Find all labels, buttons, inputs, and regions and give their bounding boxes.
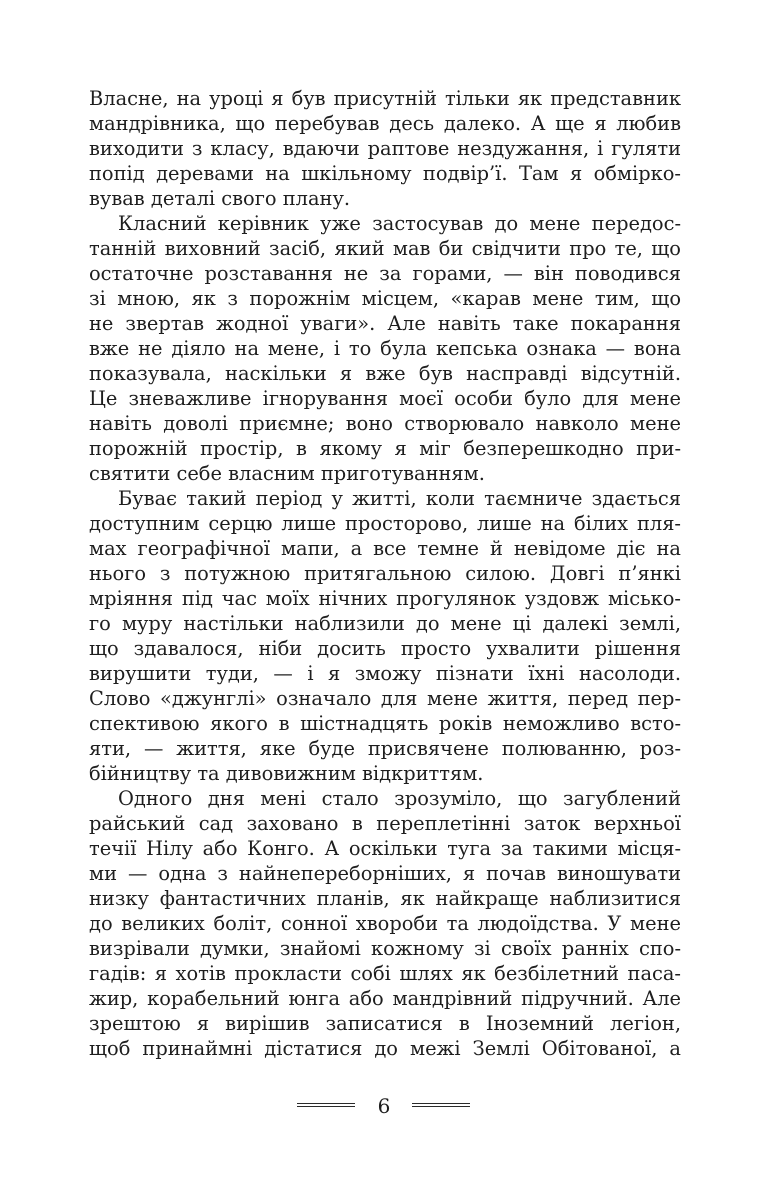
- text-line: танній виховний засіб, який мав би свідчити про те, що: [89, 237, 681, 260]
- text-line: виходити з класу, вдаючи раптове нездужання, і гуляти: [89, 137, 681, 160]
- text-line: мріяння під час моїх нічних прогулянок уздовж місько-: [89, 587, 681, 610]
- page-footer: [0, 1093, 768, 1121]
- body-text: [89, 86, 681, 1061]
- page-number: 6: [377, 1094, 391, 1118]
- text-line: святити себе власним приготуванням.: [89, 462, 485, 485]
- text-line: вирушити туди, — і я зможу пізнати їхні насолоди.: [89, 662, 681, 685]
- text-line: щоб принаймні дістатися до межі Землі Обітованої, а: [89, 1037, 681, 1060]
- text-line: показувала, наскільки я вже був насправді відсутній.: [89, 362, 681, 385]
- text-line: Це зневажливе ігнорування моєї особи було для мене: [89, 387, 681, 410]
- text-line: остаточне розставання не за горами, — він поводився: [89, 262, 681, 285]
- text-line: що здавалося, ніби досить просто ухвалити рішення: [89, 637, 681, 660]
- text-line: жир, корабельний юнга або мандрівний підручний. Але: [89, 987, 681, 1010]
- text-line: вже не діяло на мене, і то була кепська ознака — вона: [89, 337, 681, 360]
- paragraph-1: [89, 86, 681, 211]
- text-line: бійництву та дивовижним відкриттям.: [89, 762, 484, 785]
- paragraph-4: [89, 786, 681, 1061]
- text-line: Класний керівник уже застосував до мене передос-: [118, 212, 681, 235]
- footer-rule-right: [412, 1103, 470, 1107]
- text-line: попід деревами на шкільному подвір’ї. Там я обмірко-: [89, 162, 681, 185]
- text-line: го муру настільки наблизили до мене ці далекі землі,: [89, 612, 681, 635]
- text-line: гадів: я хотів прокласти собі шлях як безбілетний паса-: [89, 962, 681, 985]
- text-line: Одного дня мені стало зрозуміло, що загублений: [118, 787, 681, 810]
- text-line: навіть доволі приємне; воно створювало навколо мене: [89, 412, 681, 435]
- text-line: порожній простір, в якому я міг безперешкодно при-: [89, 437, 681, 460]
- text-line: визрівали думки, знайомі кожному зі своїх ранніх спо-: [89, 937, 681, 960]
- paragraph-3: [89, 486, 681, 786]
- text-line: мандрівника, що перебував десь далеко. А ще я любив: [89, 112, 681, 135]
- text-line: зрештою я вирішив записатися в Іноземний легіон,: [89, 1012, 681, 1035]
- text-line: не звертав жодної уваги». Але навіть таке покарання: [89, 312, 681, 335]
- footer-rule-left: [297, 1103, 355, 1107]
- text-line: яти, — життя, яке буде присвячене полюванню, роз-: [89, 737, 681, 760]
- text-line: Власне, на уроці я був присутній тільки як представник: [89, 87, 681, 110]
- text-line: райський сад заховано в переплетінні заток верхньої: [89, 812, 681, 835]
- text-line: мах географічної мапи, а все темне й невідоме діє на: [89, 537, 681, 560]
- text-line: низку фантастичних планів, як найкраще наблизитися: [89, 887, 681, 910]
- text-line: зі мною, як з порожнім місцем, «карав мене тим, що: [89, 287, 681, 310]
- text-line: вував деталі свого плану.: [89, 187, 351, 210]
- text-line: Слово «джунглі» означало для мене життя, перед пер-: [89, 687, 681, 710]
- paragraph-2: [89, 211, 681, 486]
- text-line: ми — одна з найнепереборніших, я почав виношувати: [89, 862, 681, 885]
- text-line: Буває такий період у житті, коли таємниче здається: [118, 487, 681, 510]
- text-line: до великих боліт, сонної хвороби та людоїдства. У мене: [89, 912, 681, 935]
- text-line: нього з потужною притягальною силою. Довгі п’янкі: [89, 562, 681, 585]
- text-line: спективою якого в шістнадцять років неможливо всто-: [89, 712, 681, 735]
- text-line: доступним серцю лише просторово, лише на білих пля-: [89, 512, 681, 535]
- text-line: течії Нілу або Конго. А оскільки туга за такими місця-: [89, 837, 681, 860]
